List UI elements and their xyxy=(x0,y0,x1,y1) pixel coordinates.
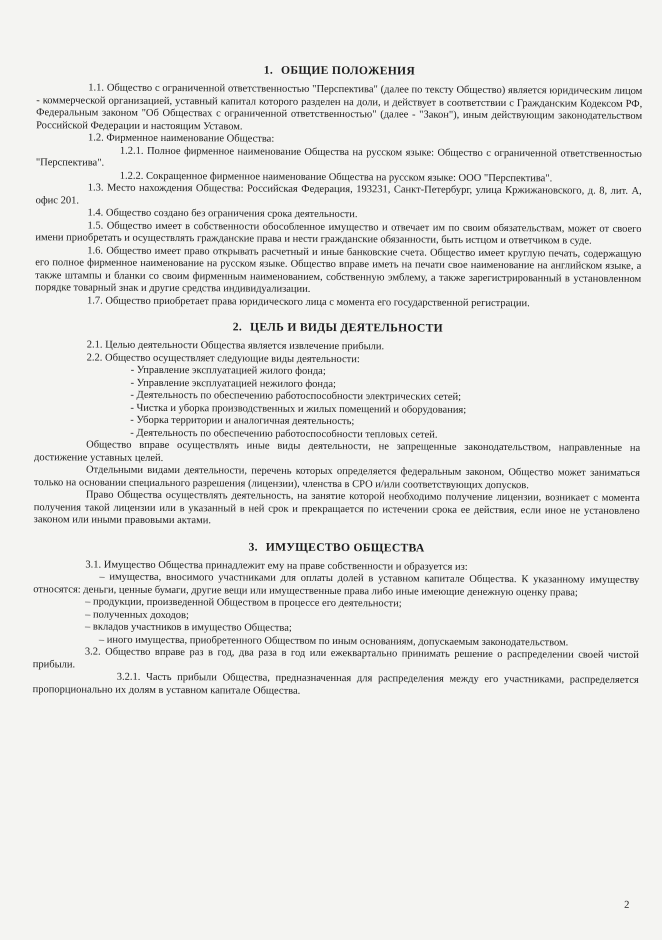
section-3-number: 3. xyxy=(248,539,258,554)
clause-1-1: 1.1. Общество с ограниченной ответственностью "Перспектива" (далее по тексту Общество) является юридическим лицом - коммерческой организацией, уставный капитал которого разделен на доли, и действует в соответствии с Гражданским Кодексом РФ, Федеральным законом "Об Обществах с ограниченной ответственностью" (далее - "Закон"), иным действующим законодательством Российской Федерации и настоящим Уставом. xyxy=(36,82,643,132)
section-1-heading xyxy=(36,62,642,80)
section-1-title: ОБЩИЕ ПОЛОЖЕНИЯ xyxy=(281,63,416,78)
license-right-paragraph: Право Общества осуществлять деятельность, на занятие которой необходимо получение лицензии, возникает с момента получения такой лицензии или в указанный в ней срок и прекращается по истечении срока ее действия, если иное не установлено законом или иными правовыми актами. xyxy=(33,489,640,527)
property-source-item: – имущества, вносимого участниками для оплаты долей в уставном капитале Общества. К указанному имуществу относятся: деньги, ценные бумаги, другие вещи или имущественные права либо иные имеющие денежную оценку права; xyxy=(33,571,640,599)
activity-list xyxy=(34,364,640,443)
clause-1-4: 1.4. Общество создано без ограничения срока деятельности. xyxy=(87,207,358,221)
activity-item: - Управление эксплуатацией нежилого фонда; xyxy=(130,377,337,390)
section-1-number: 1. xyxy=(263,63,274,77)
property-source-item: – вкладов участников в имущество Общества; xyxy=(84,621,292,634)
clause-3-2-1: 3.2.1. Часть прибыли Общества, предназначенная для распределения между его участниками, распределяется пропорционально их долям в уставном капитале Общества. xyxy=(32,671,639,697)
other-activities-paragraph: Общество вправе осуществлять иные виды деятельности, не запрещенные законодательством, направленные на достижение уставных целей. xyxy=(34,439,641,464)
clause-1-6: 1.6. Общество имеет право открывать расчетный и иные банковские счета. Общество имеет круглую печать, содержащую его полное фирменное наименование на русском языке. Общество вправе иметь на печати свое наименование на английском языке, а также штампы и бланки со своим фирменным наименованием, собственную эмблему, а также зарегистрированный в установленном порядке товарный знак и другие средства индивидуализации. xyxy=(35,245,642,295)
clause-1-3: 1.3. Место нахождения Общества: Российская Федерация, 193231, Санкт-Петербург, улица Кржижановского, д. 8, лит. А, офис 201. xyxy=(35,182,642,206)
clause-2-2: 2.2. Общество осуществляет следующие виды деятельности: xyxy=(86,352,360,365)
activity-item: - Чистка и уборка производственных и жилых помещений и оборудования; xyxy=(130,402,467,416)
page-number: 2 xyxy=(624,899,630,911)
section-2-title: ЦЕЛЬ И ВИДЫ ДЕЯТЕЛЬНОСТИ xyxy=(249,320,444,335)
section-2-heading xyxy=(35,319,641,337)
clause-1-2: 1.2. Фирменное наименование Общества: xyxy=(87,132,275,145)
section-3-title: ИМУЩЕСТВО ОБЩЕСТВА xyxy=(265,540,425,555)
clause-1-2-1: 1.2.1. Полное фирменное наименование Общества на русском языке: Общество с ограниченной ответственностью "Перспектива". xyxy=(35,145,642,169)
activity-item: - Управление эксплуатацией жилого фонда; xyxy=(130,364,326,377)
activity-item: - Деятельность по обеспечению работоспособности электрических сетей; xyxy=(130,389,462,403)
property-source-item: – иного имущества, приобретенного Обществом по иным основаниям, допускаемым законодательством. xyxy=(98,634,569,648)
section-3-heading xyxy=(33,539,639,557)
property-source-item: – продукции, произведенной Обществом в процессе его деятельности; xyxy=(85,596,402,610)
activity-item: - Уборка территории и аналогичная деятельность; xyxy=(130,414,355,428)
clause-3-2: 3.2. Общество вправе раз в год, два раза в год или ежеквартально принимать решение о распределении своей чистой прибыли. xyxy=(32,646,639,670)
clause-1-5: 1.5. Общество имеет в собственности обособленное имущество и отвечает им по своим обязательствам, может от своего имени приобретать и осуществлять гражданские права и нести гражданские обязанности, быть истцом и ответчиком в суде. xyxy=(35,220,642,247)
licensed-activities-paragraph: Отдельными видами деятельности, перечень которых определяется федеральным законом, Общество может заниматься только на основании специального разрешения (лицензии), членства в СРО и/или соответствующих допусков. xyxy=(33,464,641,491)
clause-1-7: 1.7. Общество приобретает права юридического лица с момента его государственной регистрации. xyxy=(86,295,530,309)
activity-item: - Деятельность по обеспечению работоспособности тепловых сетей. xyxy=(130,427,438,441)
clause-2-1: 2.1. Целью деятельности Общества является извлечение прибыли. xyxy=(86,339,385,353)
section-2-number: 2. xyxy=(232,320,243,334)
clause-1-2-2: 1.2.2. Сокращенное фирменное наименование Общества на русском языке: ООО "Перспектива". xyxy=(119,170,553,184)
clause-3-1: 3.1. Имущество Общества принадлежит ему на праве собственности и образуется из: xyxy=(85,559,468,573)
property-source-item: – полученных доходов; xyxy=(85,609,189,621)
